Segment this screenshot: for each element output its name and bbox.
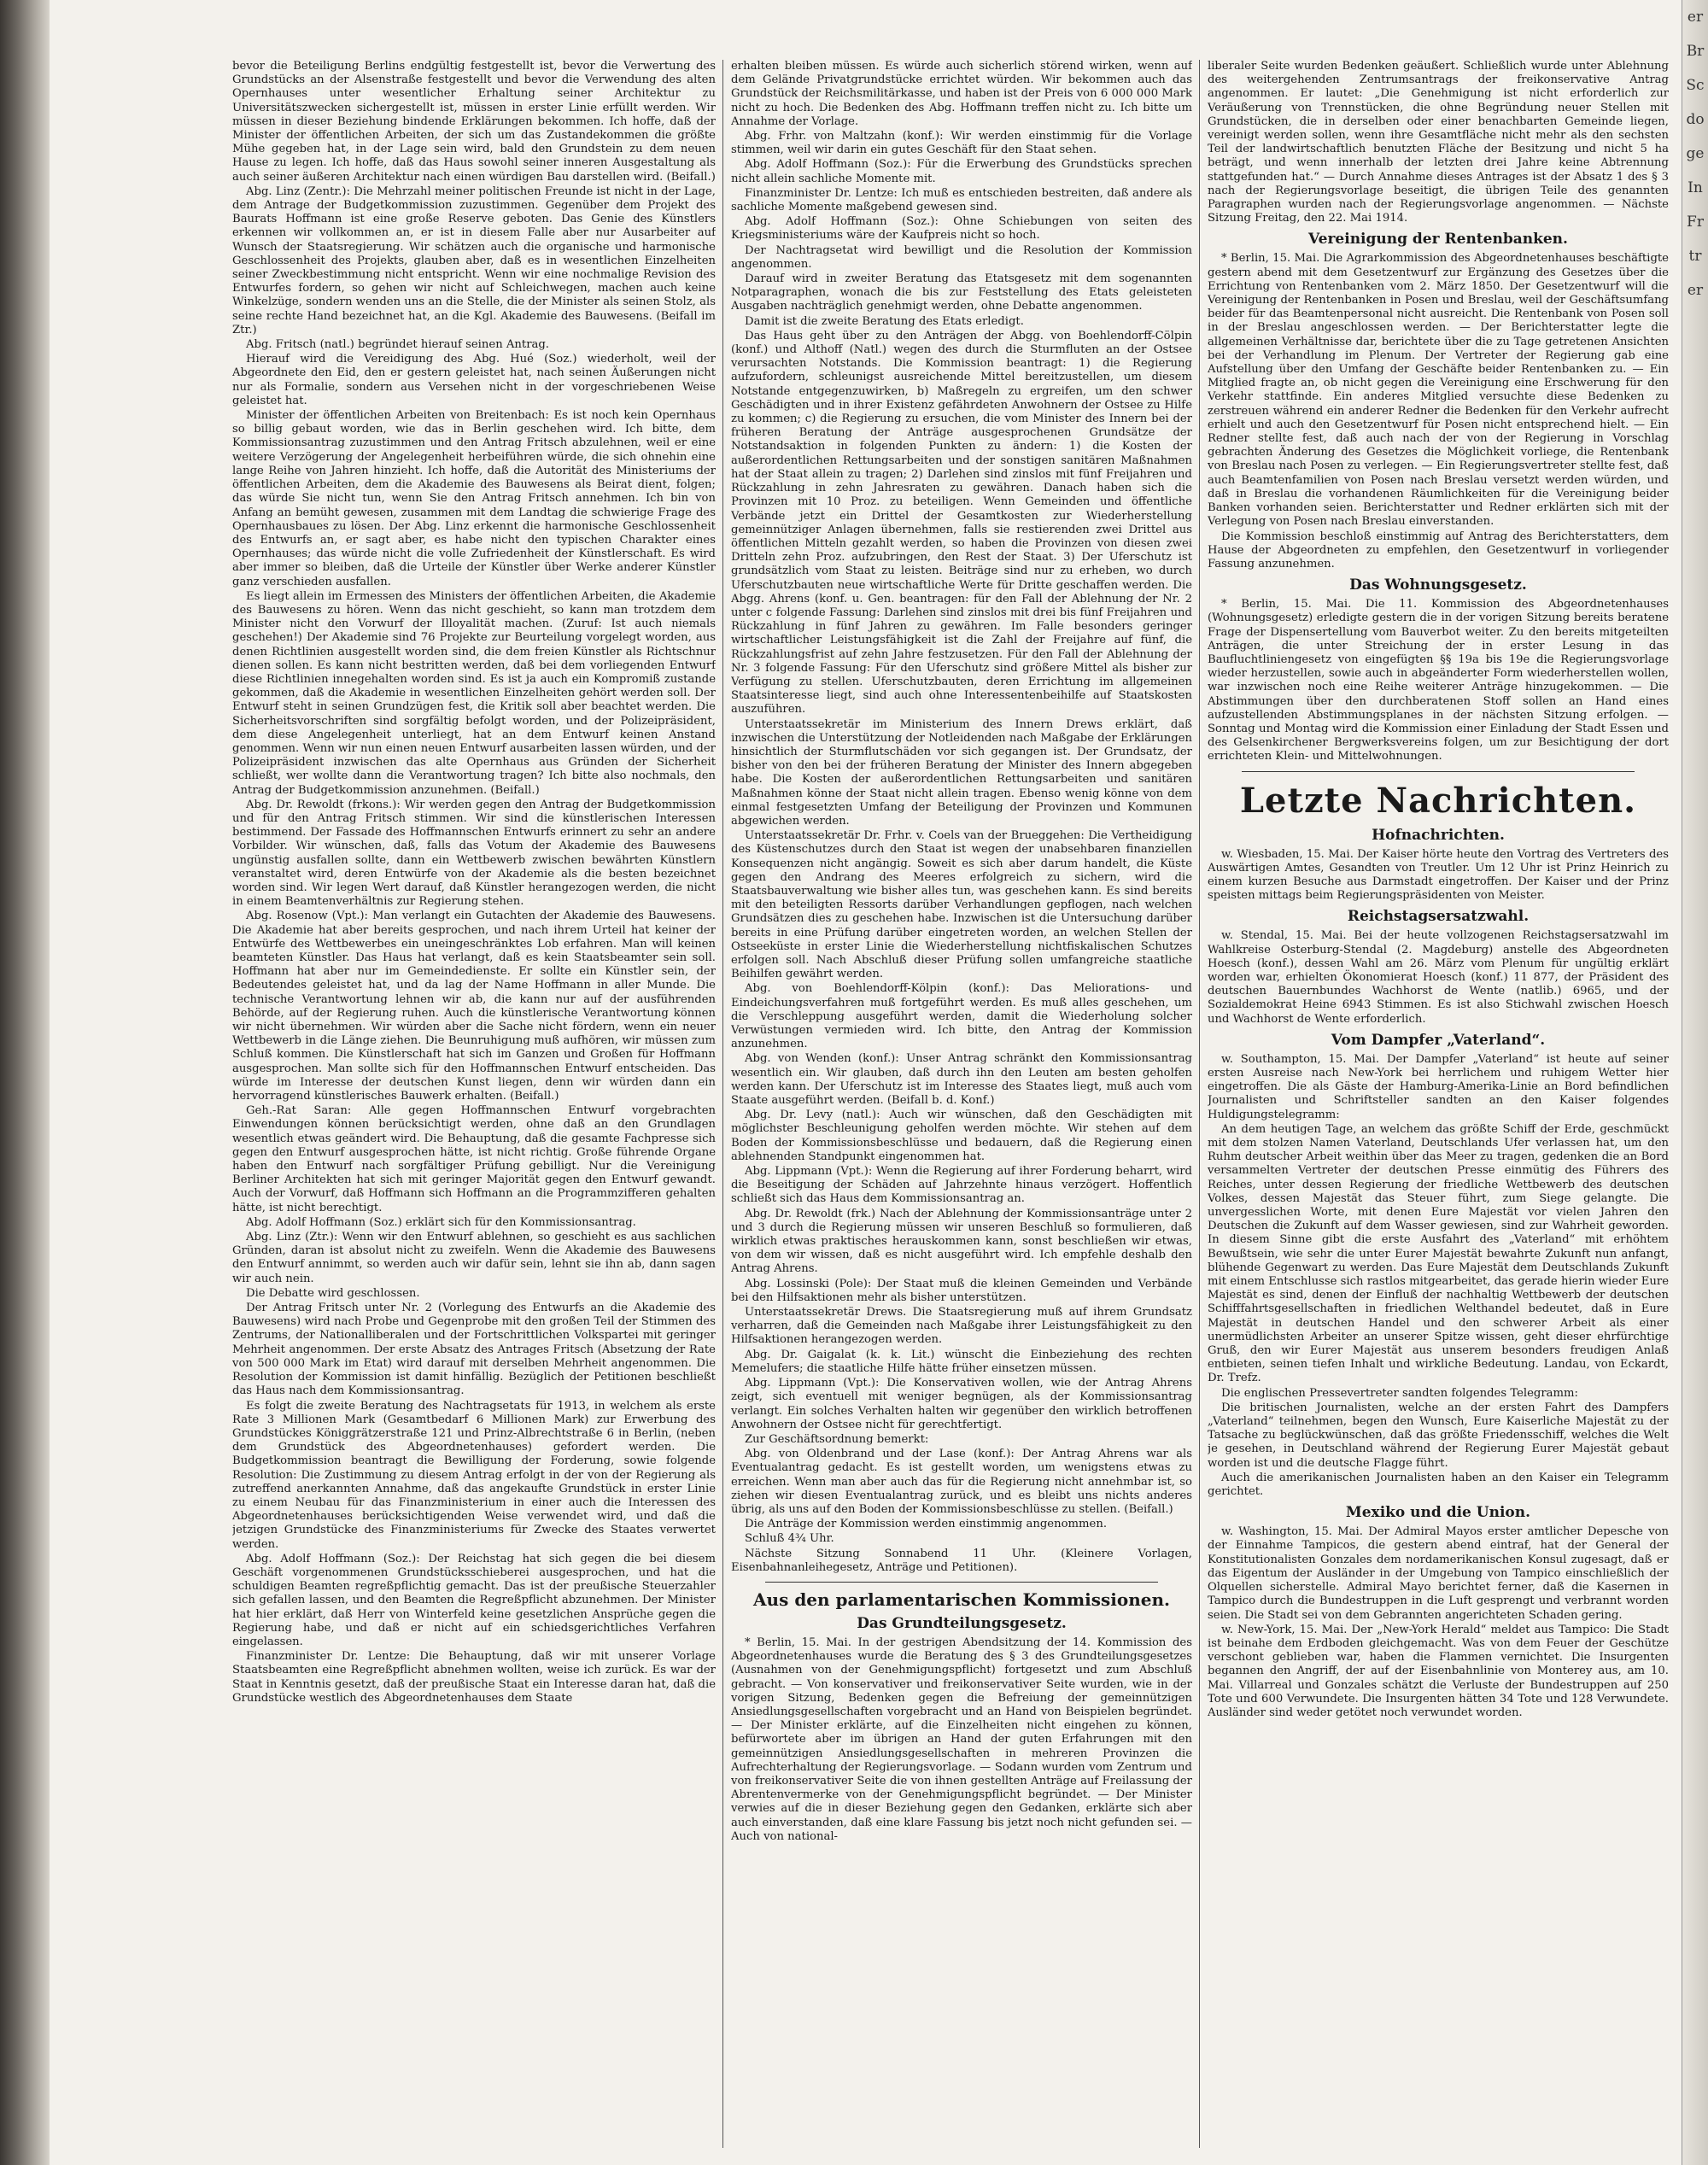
column-rule xyxy=(1199,60,1200,2148)
paragraph: Nächste Sitzung Sonnabend 11 Uhr. (Kleinere Vorlagen, Eisenbahnanleihegesetz, Anträge und Petitionen). xyxy=(731,1547,1192,1574)
paragraph: Abg. von Boehlendorff-Kölpin (konf.): Das Meliorations- und Eindeichungsverfahren muß fortgeführt werden. Es muß alles geschehen, um die Verschleppung ausgeführt werden, damit die Wiederholung solcher Verwüstungen vermieden wird. Ich bitte, den Antrag der Kommission anzunehmen. xyxy=(731,982,1192,1051)
edge-fragment: er xyxy=(1687,9,1704,26)
book-binding xyxy=(0,0,50,2165)
edge-fragment: ge xyxy=(1686,145,1705,162)
paragraph: Abg. Linz (Zentr.): Die Mehrzahl meiner politischen Freunde ist nicht in der Lage, dem Antrage der Budgetkommission zuzustimmen. Gegenüber dem Projekt des Baurats Hoffmann ist eine große Reserve geboten. Das Genie des Künstlers erkennen wir vollkommen an, er ist in diesem Falle aber nur Ausarbeiter auf Wunsch der Staatsregierung. Wir schätzen auch die organische und harmonische Geschlossenheit des Projekts, glauben aber, daß es in wesentlichen Einzelheiten seiner Zweckbestimmung nicht entspricht. Wenn wir eine nochmalige Revision des Entwurfes fordern, so gehen wir nicht auf Schleichwegen, machen auch keine Winkelzüge, sondern wenden uns an die Stelle, die der Minister als seinen Stolz, als seine rechte Hand bezeichnet hat, an die Kgl. Akademie des Bauwesens. (Beifall im Ztr.) xyxy=(232,184,716,336)
paragraph: Abg. Dr. Gaigalat (k. k. Lit.) wünscht die Einbeziehung des rechten Memelufers; die staatliche Hilfe hätte früher einsetzen müssen. xyxy=(731,1348,1192,1375)
paragraph: Die Kommission beschloß einstimmig auf Antrag des Berichterstatters, dem Hause der Abgeordneten zu empfehlen, den Gesetzentwurf in vorliegender Fassung anzunehmen. xyxy=(1208,530,1669,571)
paragraph: Zur Geschäftsordnung bemerkt: xyxy=(745,1432,929,1446)
subsection-heading: Vom Dampfer „Vaterland“. xyxy=(1331,1031,1546,1049)
paragraph: Der Nachtragsetat wird bewilligt und die Resolution der Kommission angenommen. xyxy=(731,243,1192,271)
paragraph: Die englischen Pressevertreter sandten folgendes Telegramm: xyxy=(1221,1386,1578,1400)
paragraph: Hierauf wird die Vereidigung des Abg. Hué (Soz.) wiederholt, weil der Abgeordnete den Eid, den er gestern geleistet hat, nach seinen Äußerungen nicht nur als Formalie, sondern aus Versehen nicht in der vorgeschriebenen Weise geleistet hat. xyxy=(232,353,716,407)
paragraph: Unterstaatssekretär Dr. Frhr. v. Coels van der Brueggehen: Die Vertheidigung des Küstenschutzes durch den Staat ist wegen der unabsehbaren finanziellen Konsequenzen nicht angängig. Soweit es sich aber darum handelt, die Küste gegen den Andrang des Meeres erfolgreich zu sichern, wird die Staatsbauverwaltung wie bisher alles tun, was geschehen kann. Es sind bereits mit den beteiligten Ressorts darüber Verhandlungen gepflogen, nach welchen Grundsätzen dies zu geschehen habe. Inzwischen ist die Untersuchung darüber bereits in eine Prüfung darüber eingetreten worden, an welchen Stellen der Ostseeküste in erster Linie die Wiederherstellung nichtfiskalischen Schutzes erfolgen soll. Nach Abschluß dieser Prüfung sollen umfangreiche staatliche Beihilfen gewährt werden. xyxy=(731,829,1192,981)
paragraph: Abg. von Oldenbrand und der Lase (konf.): Der Antrag Ahrens war als Eventualantrag gedacht. Es ist gestellt worden, um wenigstens etwas zu erreichen. Wenn man aber auch das für die Regierung nicht annehmbar ist, so ziehen wir diesen Eventualantrag zurück, und es bleibt uns nichts anderes übrig, als uns auf den Boden der Kommissionsbeschlüsse zu stellen. (Beifall.) xyxy=(731,1448,1192,1516)
paragraph: Es folgt die zweite Beratung des Nachtragsetats für 1913, in welchem als erste Rate 3 Millionen Mark (Gesamtbedarf 6 Millionen Mark) zur Erwerbung des Grundstückes Königgrätzerstraße 121 und Prinz-Albrechtstraße 6 in Berlin, (neben dem Grundstück des Abgeordnetenhauses) gefordert werden. Die Budgetkommission beantragt die Bewilligung der Forderung, sowie folgende Resolution: Die Zustimmung zu diesem Antrag erfolgt in der von der Regierung als zutreffend anerkannten Annahme, daß das angekaufte Grundstück in erster Linie zu einem Neubau für das Finanzministerium in einer auch die Interessen des Abgeordnetenhauses berücksichtigenden Weise verwendet wird, und daß die jetzigen Grundstücke des Finanzministeriums für Zwecke des Staates verwertet werden. xyxy=(232,1399,716,1551)
paragraph: Abg. Adolf Hoffmann (Soz.) erklärt sich für den Kommissionsantrag. xyxy=(246,1215,636,1229)
column-3 xyxy=(1208,60,1669,2148)
paragraph: Abg. Rosenow (Vpt.): Man verlangt ein Gutachten der Akademie des Bauwesens. Die Akademie hat aber bereits gesprochen, und nach ihrem Urteil hat keiner der Entwürfe des Wettbewerbes ein uneingeschränktes Lob erfahren. Man will keinen beamteten Künstler. Das Haus hat verlangt, daß es kein Staatsbeamter sein soll. Hoffmann hat aber nur im Gemeindedienste. Er sollte ein Künstler sein, der Bedeutendes geleistet hat, und da lag der Name Hoffmann in aller Munde. Die technische Verantwortung lehnen wir ab, die kann nur auf der ausführenden Behörde, auf der Regierung ruhen. Auch die künstlerische Verantwortung können wir nicht übernehmen. Wir würden aber die Sache nicht fördern, wenn ein neuer Wettbewerb in die Länge ziehen. Die Beunruhigung muß aufhören, wir müssen zum Schluß kommen. Die Künstlerschaft hat sich im Ganzen und Großen für Hoffmann ausgesprochen. Man sollte sich für den Hoffmannschen Entwurf entscheiden. Das würde im Interesse der deutschen Kunst liegen, denn wir würden dann ein hervorragend künstlerisches Bauwerk erhalten. (Beifall.) xyxy=(232,910,716,1103)
paragraph: Abg. Linz (Ztr.): Wenn wir den Entwurf ablehnen, so geschieht es aus sachlichen Gründen, daran ist absolut nicht zu zweifeln. Wenn die Akademie des Bauwesens den Entwurf annimmt, so werden auch wir dafür sein, lehnt sie ihn ab, dann sagen wir auch nein. xyxy=(232,1231,716,1285)
paragraph: Das Haus geht über zu den Anträgen der Abgg. von Boehlendorff-Cölpin (konf.) und Althoff (Natl.) wegen des durch die Sturmfluten an der Ostsee verursachten Notstands. Die Kommission beantragt: 1) die Regierung aufzufordern, schleunigst ausreichende Mittel bereitzustellen, um diesem Notstande entgegenzuwirken, b) Maßregeln zu ergreifen, um den schwer Geschädigten und in ihrer Existenz gefährdeten Anwohnern der Ostsee zu Hilfe zu kommen; c) die Regierung zu ersuchen, die vom Minister des Innern bei der früheren Beratung der Anträge ausgesprochenen Grundsätze der Notstandsaktion in folgenden Punkten zu ändern: 1) die Kosten der außerordentlichen Rettungsarbeiten und der sonstigen sanitären Maßnahmen hat der Staat allein zu tragen; 2) Darlehen sind zinslos mit fünf Freijahren und Rückzahlung in zehn Jahresraten zu gewähren. Danach haben sich die Provinzen mit 10 Proz. zu beteiligen. Wenn Gemeinden und öffentliche Verbände jetzt ein Drittel der Gesamtkosten zur Wiederherstellung gemeinnütziger Anlagen übernehmen, falls sie restierenden zwei Drittel aus öffentlichen Mitteln gezahlt werden, so haben die Provinzen von diesen zwei Dritteln zehn Proz. aufzubringen, den Rest der Staat. 3) Der Uferschutz ist grundsätzlich vom Staat zu leisten. Beiträge sind nur zu erheben, wo durch Uferschutzbauten neue wirtschaftliche Werte für Dritte geschaffen werden. Die Abgg. Ahrens (konf. u. Gen. beantragen: für den Fall der Ablehnung der Nr. 2 unter c folgende Fassung: Darlehen sind zinslos mit drei bis fünf Freijahren und Rückzahlung in fünf Jahren zu gewähren. Im Falle besonders geringer wirtschaftlicher Leistungsfähigkeit ist die Zahl der Freijahre auf fünf, die Rückzahlungsfrist auf zehn Jahre festzusetzen. Für den Fall der Ablehnung der Nr. 3 folgende Fassung: Für den Uferschutz sind größere Mittel als bisher zur Verfügung zu stellen. Uferschutzbauten, deren Errichtung im allgemeinen Staatsinteresse liegt, sind auch ohne Interessentenbeihilfe auf Staatskosten auszuführen. xyxy=(731,329,1192,717)
paragraph: Abg. Fritsch (natl.) begründet hierauf seinen Antrag. xyxy=(246,338,550,352)
paragraph: Unterstaatssekretär im Ministerium des Innern Drews erklärt, daß inzwischen die Unterstützung der Notleidenden nach Maßgabe der Erklärungen hinsichtlich der Sturmflutschäden vor sich gegangen ist. Der Grundsatz, der bisher von den bei der früheren Beratung der Minister des Innern abgegeben habe. Die Kosten der außerordentlichen Rettungsarbeiten und sanitären Maßnahmen könne der Staat nicht allein tragen. Ebenso wenig könne von dem einmal festgesetzten Umfang der Beteiligung der Provinzen und Kommunen abgewichen werden. xyxy=(731,717,1192,828)
edge-fragment: Fr xyxy=(1687,214,1704,231)
paragraph: Schluß 4¾ Uhr. xyxy=(745,1532,834,1546)
paragraph: Es liegt allein im Ermessen des Ministers der öffentlichen Arbeiten, die Akademie des Bauwesens zu hören. Wenn das nicht geschieht, so kann man trotzdem dem Minister nicht den Vorwurf der Illoyalität machen. (Zuruf: Ist auch niemals geschehen!) Der Akademie sind 76 Projekte zur Beurteilung vorgelegt worden, aus denen Richtlinien ausgestellt worden sind, die dem freien Künstler als Richtschnur dienen sollen. Es kann nicht bestritten werden, daß bei dem vorliegenden Entwurf diese Richtlinien innegehalten worden sind. Es ist ja auch ein Kompromiß zustande gekommen, daß die Akademie in wesentlichen Einzelheiten gehört werden soll. Der Entwurf steht in seinen Grundzügen fest, die Kritik soll aber beachtet werden. Die Sicherheitsvorschriften sind sorgfältig befolgt worden, und der Polizeipräsident, dem diese Angelegenheit unterliegt, hat an dem Entwurf keinen Anstand genommen. Wenn wir nun einen neuen Entwurf ausarbeiten lassen würden, und der Polizeipräsident inzwischen das alte Opernhaus aus Gründen der Sicherheit schließt, wer wollte dann die Verantwortung tragen? Ich bitte also nochmals, den Antrag der Budgetkommission anzunehmen. (Beifall.) xyxy=(232,589,716,797)
paragraph: Auch die amerikanischen Journalisten haben an den Kaiser ein Telegramm gerichtet. xyxy=(1208,1471,1669,1499)
edge-fragment: Sc xyxy=(1686,77,1705,94)
paragraph: Abg. Dr. Levy (natl.): Auch wir wünschen, daß den Geschädigten mit möglichster Beschleunigung geholfen werden möchte. Wir stehen auf dem Boden der Kommissionsbeschlüsse und bedauern, daß die Regierung einen ablehnenden Standpunkt eingenommen hat. xyxy=(731,1109,1192,1163)
subsection-heading: Mexiko und die Union. xyxy=(1345,1504,1531,1522)
paragraph: Abg. Adolf Hoffmann (Soz.): Der Reichstag hat sich gegen die bei diesem Geschäft vorgenommenen Grundstücksschieberei ausgesprochen, und hat die schuldigen Beamten regreßpflichtig gemacht. Das ist der preußische Steuerzahler sich gefallen lassen, und den Beamten die Regreßpflicht abzunehmen. Der Minister hat hier erklärt, daß Herr von Winterfeld keine gesetzlichen Ansprüche gegen die Regierung habe, und daß er nicht auf ein schiedsgerichtliches Verfahren eingelassen. xyxy=(232,1552,716,1648)
paragraph: w. Stendal, 15. Mai. Bei der heute vollzogenen Reichstagsersatzwahl im Wahlkreise Osterburg-Stendal (2. Magdeburg) anstelle des Abgeordneten Hoesch (konf.), dessen Wahl am 26. März vom Plenum für ungültig erklärt worden war, erhielten Ökonomierat Hoesch (konf.) 11 877, der Präsident des deutschen Bauernbundes Wachhorst de Wente (natlib.) 6965, und der Sozialdemokrat Heine 6943 Stimmen. Es ist also Stichwahl zwischen Hoesch und Wachhorst de Wente erforderlich. xyxy=(1208,929,1669,1026)
paragraph: Abg. Adolf Hoffmann (Soz.): Für die Erwerbung des Grundstücks sprechen nicht allein sachliche Momente mit. xyxy=(731,158,1192,185)
edge-fragment: tr xyxy=(1688,248,1702,265)
paragraph: Die Debatte wird geschlossen. xyxy=(246,1286,420,1300)
paragraph: Abg. von Wenden (konf.): Unser Antrag schränkt den Kommissionsantrag wesentlich ein. Wir glauben, daß durch ihn den Leuten am besten geholfen werden kann. Der Uferschutz ist im Interesse des Staates liegt, muß auch vom Staate ausgeführt werden. (Beifall b. d. Konf.) xyxy=(731,1052,1192,1108)
subsection-heading: Vereinigung der Rentenbanken. xyxy=(1308,231,1568,249)
paragraph: * Berlin, 15. Mai. Die Agrarkommission des Abgeordnetenhauses beschäftigte gestern abend mit dem Gesetzentwurf zur Ergänzung des Gesetzes über die Errichtung von Rentenbanken vom 2. März 1850. Der Gesetzentwurf will die Vereinigung der Rentenbanken in Posen und Breslau, weil der Geschäftsumfang beider für das Beamtenpersonal nicht ausreicht. Die Rentenbank von Posen soll in der Breslau angeschlossen werden. — Der Berichterstatter legte die allgemeinen Verhältnisse dar, berichtete über die zu Tage getretenen Ansichten bei der Verhandlung im Plenum. Der Vertreter der Regierung gab eine Aufstellung über den Umfang der Geschäfte beider Rentenbanken zu. — Ein Mitglied fragte an, ob nicht gegen die Vereinigung eine Erschwerung für den Verkehr stattfinde. Ein anderes Mitglied versuchte diese Bedenken zu zerstreuen während ein anderer Redner die Bedenken für den Verkehr aufrecht erhielt und auch den Gesetzentwurf für Posen nicht entsprechend hielt. — Ein Redner stellte fest, daß auch nach der von der Regierung in Vorschlag gebrachten Änderung des Gesetzes die Möglichkeit vorliege, die Rentenbank von Breslau nach Posen zu verlegen. — Ein Regierungsvertreter stellte fest, daß auch Beamtenfamilien von Posen nach Breslau versetzt werden würden, und daß in Breslau die vorhandenen Räumlichkeiten für die Vereinigung beider Banken vorhanden seien. Berichterstatter und Redner erklärten sich mit der Verlegung von Posen nach Breslau einverstanden. xyxy=(1208,252,1669,529)
edge-fragment: er xyxy=(1687,282,1704,299)
paragraph: Finanzminister Dr. Lentze: Die Behauptung, daß wir mit unserer Vorlage Staatsbeamten eine Regreßpflicht abnehmen wollten, weise ich zurück. Es war der Staat in Kenntnis gesetzt, daß der preußische Staat ein Interesse daran hat, daß die Grundstücke westlich des Abgeordnetenhauses dem Staate xyxy=(232,1650,716,1705)
latest-news-masthead: Letzte Nachrichten. xyxy=(1239,780,1637,821)
paragraph: * Berlin, 15. Mai. In der gestrigen Abendsitzung der 14. Kommission des Abgeordnetenhauses wurde die Beratung des § 3 des Grundteilungsgesetzes (Ausnahmen von der Genehmigungspflicht) fortgesetzt und zum Abschluß gebracht. — Von konservativer und freikonservativer Seite wurden, wie in der vorigen Sitzung, Bedenken gegen die Befreiung der gemeinnützigen Ansiedlungsgesellschaften vorgebracht und an Hand von Beispielen begründet. — Der Minister erklärte, auf die Einzelheiten nicht eingehen zu können, befürwortete aber im übrigen an Hand der guten Erfahrungen mit den gemeinnützigen Ansiedlungsgesellschaften in mehreren Provinzen die Aufrechterhaltung der Regierungsvorlage. — Sodann wurden vom Zentrum und von freikonservativer Seite die von ihnen gestellten Anträge auf Freilassung der Abrentenvermerke von der Genehmigungspflicht begründet. — Der Minister verwies auf die in dieser Beziehung gegen den Gedanken, erklärte sich aber auch einverstanden, daß eine klare Fassung bis jetzt noch nicht gefunden sei. — Auch von national- xyxy=(731,1635,1192,1843)
paragraph: Abg. Dr. Rewoldt (frk.) Nach der Ablehnung der Kommissionsanträge unter 2 und 3 durch die Regierung müssen wir unseren Beschluß so formulieren, daß wirklich etwas praktisches herauskommen kann, sonst beschließen wir etwas, von dem wir wissen, daß es nicht ausgeführt wird. Ich empfehle deshalb den Antrag Ahrens. xyxy=(731,1207,1192,1276)
paragraph: Finanzminister Dr. Lentze: Ich muß es entschieden bestreiten, daß andere als sachliche Momente maßgebend gewesen sind. xyxy=(731,186,1192,214)
paragraph: erhalten bleiben müssen. Es würde auch sicherlich störend wirken, wenn auf dem Gelände Privatgrundstücke errichtet würden. Wir bekommen auch das Grundstück der Reichsmilitärkasse, und haben ist der Preis von 6 000 000 Mark nicht zu hoch. Die Bedenken des Abg. Hoffmann treffen nicht zu. Ich bitte um Annahme der Vorlage. xyxy=(731,60,1192,128)
paragraph: Die Anträge der Kommission werden einstimmig angenommen. xyxy=(745,1518,1108,1531)
subsection-heading: Hofnachrichten. xyxy=(1372,826,1505,844)
paragraph: Abg. Lippmann (Vpt.): Wenn die Regierung auf ihrer Forderung beharrt, wird die Beseitigung der Schäden auf Jahrzehnte hinaus verzögert. Hoffentlich schließt sich das Haus dem Kommissionsantrag an. xyxy=(731,1165,1192,1206)
next-page-edge xyxy=(1682,0,1708,2165)
subsection-heading: Das Grundteilungsgesetz. xyxy=(857,1614,1067,1632)
subsection-heading: Reichstagsersatzwahl. xyxy=(1347,908,1530,926)
paragraph: Abg. Frhr. von Maltzahn (konf.): Wir werden einstimmig für die Vorlage stimmen, weil wir darin ein gutes Geschäft für den Staat sehen. xyxy=(731,130,1192,157)
section-divider xyxy=(1242,771,1635,772)
paragraph: Darauf wird in zweiter Beratung das Etatsgesetz mit dem sogenannten Notparagraphen, wonach die bis zur Feststellung des Etats geleisteten Ausgaben nachträglich genehmigt werden, ohne Debatte angenommen. xyxy=(731,272,1192,313)
paragraph: Geh.-Rat Saran: Alle gegen Hoffmannschen Entwurf vorgebrachten Einwendungen können berücksichtigt werden, ohne daß an den Grundlagen wesentlich etwas geändert wird. Die Behauptung, daß die gesamte Fachpresse sich gegen den Entwurf ausgesprochen hätte, ist nicht richtig. Große führende Organe haben den Entwurf nach sorgfältiger Prüfung gebilligt. Nur die Vereinigung Berliner Architekten hat sich mit geringer Majorität gegen den Entwurf gewandt. Auch der Vorwurf, daß Hoffmann sich Hoffmann an die Programmzifferen gehalten hätte, ist nicht berechtigt. xyxy=(232,1104,716,1214)
paragraph: Abg. Adolf Hoffmann (Soz.): Ohne Schiebungen von seiten des Kriegsministeriums wäre der Kaufpreis nicht so hoch. xyxy=(731,215,1192,243)
paragraph: w. Washington, 15. Mai. Der Admiral Mayos erster amtlicher Depesche von der Einnahme Tampicos, die gestern abend eintraf, hat der General der Konstitutionalisten Gonzales dem nordamerikanischen Konsul zugesagt, daß er das Eigentum der Ausländer in der Umgebung von Tampico einschließlich der Olquellen sicherstelle. Admiral Mayo berichtet ferner, daß die Kasernen in Tampico durch die Bundestruppen in die Luft gesprengt und verbrannt worden seien. Die Stadt sei von dem Gebrannten angerichteten Schaden gering. xyxy=(1208,1525,1669,1622)
paragraph: Die britischen Journalisten, welche an der ersten Fahrt des Dampfers „Vaterland“ teilnehmen, begen den Wunsch, Eure Kaiserliche Majestät zu der Tatsache zu beglückwünschen, daß das größte Friedensschiff, welches die Welt je gesehen, in Deutschland während der Regierung Eurer Majestät gebaut worden ist und die deutsche Flagge führt. xyxy=(1208,1401,1669,1470)
column-2 xyxy=(731,60,1192,2148)
section-heading: Aus den parlamentarischen Kommissionen. xyxy=(753,1589,1170,1610)
paragraph: An dem heutigen Tage, an welchem das größte Schiff der Erde, geschmückt mit dem stolzen Namen Vaterland, Deutschlands Ufer verlassen hat, um den Ruhm deutscher Arbeit weithin über das Meer zu tragen, gedenken die an Bord versammelten Vertreter der deutschen Presse einmütig des Führers des Reiches, unter dessen Regierung der friedliche Wettbewerb des deutschen Volkes, dessen Majestät das Steuer führt, zum Siege gelangte. Die unvergesslichen Worte, mit denen Eure Majestät vor vielen Jahren den Deutschen die Zukunft auf dem Wasser gewiesen, sind zur Wahrheit geworden. In diesem Sinne gibt die erste Ausfahrt des „Vaterland“ mit erhöhtem Bewußtsein, wie sehr die unter Eurer Majestät bewahrte Zukunft nun anfangt, blühende Gegenwart zu werden. Das Eure Majestät dem Deutschlands Zukunft mit einem Entschlusse sich rastlos mitgearbeitet, das gerade hierin wieder Eure Majestät es sind, denen der Einfluß der nachhaltig Wettbewerb der deutschen Schifffahrtsgesellschaften in friedlichen Welthandel bedeutet, daß in Eure Majestät in deutschen Handel und den schwerer Arbeit als einer unermüdlichsten Arbeiter an unserer Spitze wissen, geht dieser ehrfürchtige Gruß, den wir Eurer Majestät aus unserem besonders freudigen Anlaß entbieten, seinen tiefen Inhalt und wirkliche Bedeutung. Landau, von Eckardt, Dr. Trefz. xyxy=(1208,1122,1669,1385)
paragraph: w. New-York, 15. Mai. Der „New-York Herald“ meldet aus Tampico: Die Stadt ist beinahe dem Erdboden gleichgemacht. Was von dem Feuer der Geschütze verschont geblieben war, haben die Flammen vernichtet. Die Insurgenten begannen den Angriff, der auf der Eisenbahnlinie von Monterey aus, am 10. Mai. Villarreal und Gonzales schätzt die Verluste der Bundestruppen auf 250 Tote und 600 Verwundete. Die Insurgenten hätten 34 Tote und 128 Verwundete. Ausländer sind weder getötet noch verwundet worden. xyxy=(1208,1623,1669,1719)
paragraph: liberaler Seite wurden Bedenken geäußert. Schließlich wurde unter Ablehnung des weitergehenden Zentrumsantrags der freikonservative Antrag angenommen. Er lautet: „Die Genehmigung ist nicht erforderlich zur Veräußerung von Trennstücken, die ohne Begründung neuer Stellen mit Grundstücken, die in derselben oder einer benachbarten Gemeinde liegen, vereinigt werden sollen, wenn ihre Gesamtfläche nicht mehr als den sechsten Teil der landwirtschaftlich benutzten Fläche der Besitzung und nicht 5 ha beträgt, und wenn innerhalb der letzten drei Jahre keine Abtrennung stattgefunden hat.“ — Durch Annahme dieses Antrages ist der Absatz 1 des § 3 nach der Regierungsvorlage beseitigt, die übrigen Teile des genannten Paragraphen wurden nach der Regierungsvorlage angenommen. — Nächste Sitzung Freitag, den 22. Mai 1914. xyxy=(1208,60,1669,225)
edge-fragment: Br xyxy=(1686,43,1705,60)
paragraph: bevor die Beteiligung Berlins endgültig festgestellt ist, bevor die Verwertung des Grundstücks an der Alsenstraße festgestellt und bevor die Verwendung des alten Opernhauses unter wesentlicher Erhaltung seiner Architektur zu Universitätszwecken sichergestellt ist, müssen in erster Linie erfüllt werden. Wir müssen in dieser Beziehung bindende Erklärungen bekommen. Ich hoffe, daß der Minister der öffentlichen Arbeiten, der sich um das Zustandekommen die größte Mühe gegeben hat, in der Lage sein wird, bald den Grundstein zu dem neuen Hause zu legen. Ich hoffe, daß das Haus sowohl seiner inneren Ausgestaltung als auch seiner äußeren Architektur nach einen würdigen Bau darstellen wird. (Beifall.) xyxy=(232,60,716,184)
column-1 xyxy=(232,60,716,2148)
paragraph: Abg. Lippmann (Vpt.): Die Konservativen wollen, wie der Antrag Ahrens zeigt, sich eventuell mit weniger begnügen, als der Kommissionsantrag verlangt. Ein solches Verhalten halten wir gegenüber den wirklich betroffenen Anwohnern der Ostsee nicht für gerechtfertigt. xyxy=(731,1377,1192,1431)
section-divider xyxy=(765,1582,1158,1583)
edge-fragment: do xyxy=(1686,111,1705,128)
paragraph: w. Wiesbaden, 15. Mai. Der Kaiser hörte heute den Vortrag des Vertreters des Auswärtigen Amtes, Gesandten von Treutler. Um 12 Uhr ist Prinz Heinrich zu einem kurzen Besuche aus Darmstadt eingetroffen. Der Kaiser und der Prinz speisten mittags beim Regierungspräsidenten von Meister. xyxy=(1208,847,1669,903)
paragraph: Damit ist die zweite Beratung des Etats erledigt. xyxy=(745,314,1024,328)
paragraph: Unterstaatssekretär Drews. Die Staatsregierung muß auf ihrem Grundsatz verharren, daß die Gemeinden nach Maßgabe ihrer Leistungsfähigkeit zu den Hilfsaktionen herangezogen werden. xyxy=(731,1306,1192,1347)
paragraph: Minister der öffentlichen Arbeiten von Breitenbach: Es ist noch kein Opernhaus so billig gebaut worden, wie das in Berlin geschehen wird. Ich bitte, dem Kommissionsantrag zuzustimmen und den Antrag Fritsch abzulehnen, weil er eine weitere Verzögerung der Angelegenheit herbeiführen würde, die sich ohnehin eine lange Reihe von Jahren hinzieht. Ich hoffe, daß die Autorität des Ministeriums der öffentlichen Arbeiten, dem die Akademie des Bauwesens als Beirat dient, folgen; das würde Sie nicht tun, wenn Sie den Antrag Fritsch annehmen. Ich bin von Anfang an bemüht gewesen, zusammen mit dem Landtag die schwierige Frage des Opernhausbaues zu lösen. Der Abg. Linz erkennt die harmonische Geschlossenheit des Entwurfs an, er sagt aber, es habe nicht den typischen Charakter eines Opernhauses; das würde nicht die volle Zufriedenheit der Künstlerschaft. Es wird aber immer so bleiben, daß die Urteile der Künstler über Werke anderer Künstler ganz verschieden ausfallen. xyxy=(232,409,716,588)
paragraph: Der Antrag Fritsch unter Nr. 2 (Vorlegung des Entwurfs an die Akademie des Bauwesens) wird nach Probe und Gegenprobe mit den großen Teil der Stimmen des Zentrums, der Nationalliberalen und der Fortschrittlichen Volkspartei mit geringer Mehrheit angenommen. Der erste Absatz des Antrages Fritsch (Absetzung der Rate von 500 000 Mark im Etat) wird darauf mit derselben Mehrheit angenommen. Die Resolution der Kommission ist damit hinfällig. Bezüglich der Petitionen beschließt das Haus nach dem Kommissionsantrag. xyxy=(232,1302,716,1398)
edge-fragment: In xyxy=(1688,179,1703,196)
paragraph: Abg. Dr. Rewoldt (frkons.): Wir werden gegen den Antrag der Budgetkommission und für den Antrag Fritsch stimmen. Wir sind die künstlerischen Interessen bestimmend. Der Fassade des Hoffmannschen Entwurfs erinnert zu sehr an andere Vorbilder. Wir wünschen, daß, falls das Votum der Akademie des Bauwesens ungünstig ausfallen sollte, dann ein Wettbewerb zwischen bewährten Künstlern veranstaltet wird, deren Entwürfe von der Akademie als die besten bezeichnet worden sind. Wir legen Wert darauf, daß Künstler herangezogen werden, die nicht in einem Beamtenverhältnis zur Regierung stehen. xyxy=(232,798,716,909)
column-rule xyxy=(722,60,723,2148)
paragraph: Abg. Lossinski (Pole): Der Staat muß die kleinen Gemeinden und Verbände bei den Hilfsaktionen mehr als bisher unterstützen. xyxy=(731,1277,1192,1304)
paragraph: * Berlin, 15. Mai. Die 11. Kommission des Abgeordnetenhauses (Wohnungsgesetz) erledigte gestern die in der vorigen Sitzung bereits beratene Frage der Dispensertellung vom Bauverbot weiter. Zu den bereits mitgeteilten Anträgen, die unter Streichung der in erster Lesung in das Baufluchtliniengesetz von eingefügten §§ 19a bis 19e die Regierungsvorlage wieder herzustellen, sowie auch in abgeänderter Form wiederherstellen wollen, war inzwischen noch eine Reihe weiterer Anträge hinzugekommen. — Die Abstimmungen über den durchberatenen Stoff sollen an Hand eines aufzustellenden Abstimmungsplanes in der nächsten Sitzung erfolgen. — Sonntag und Montag wird die Kommission einer Einladung der Stadt Essen und des Gelsenkirchener Bergwerksvereins folgen, um zur Besichtigung der dort errichteten Klein- und Mittelwohnungen. xyxy=(1208,598,1669,764)
subsection-heading: Das Wohnungsgesetz. xyxy=(1349,576,1527,594)
paragraph: w. Southampton, 15. Mai. Der Dampfer „Vaterland“ ist heute auf seiner ersten Ausreise nach New-York bei herrlichem und ruhigem Wetter hier eingetroffen. Die als Gäste der Hamburg-Amerika-Linie an Bord befindlichen Journalisten und Schriftsteller sandten an den Kaiser folgendes Huldigungstelegramm: xyxy=(1208,1052,1669,1121)
